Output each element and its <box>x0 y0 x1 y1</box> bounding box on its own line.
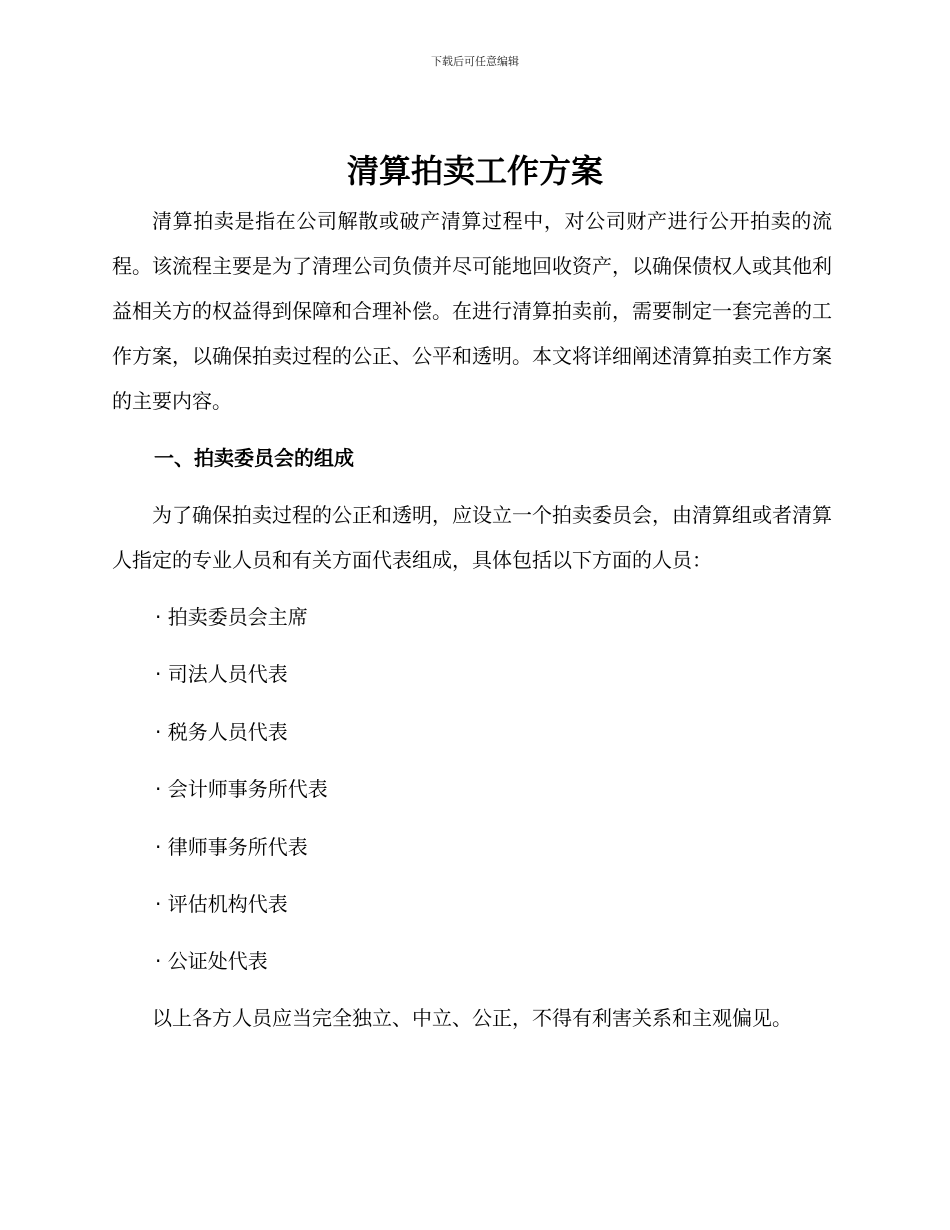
section-paragraph: 为了确保拍卖过程的公正和透明，应设立一个拍卖委员会，由清算组或者清算人指定的专业人员和有关方面代表组成，具体包括以下方面的人员： <box>112 503 832 572</box>
list-item: · 评估机构代表 <box>155 891 288 916</box>
list-item: · 律师事务所代表 <box>155 834 308 859</box>
section-heading: 一、拍卖委员会的组成 <box>154 446 354 470</box>
committee-members-list <box>112 595 832 984</box>
document-title: 清算拍卖工作方案 <box>346 152 603 190</box>
list-item: · 拍卖委员会主席 <box>155 605 308 629</box>
intro-paragraph: 清算拍卖是指在公司解散或破产清算过程中，对公司财产进行公开拍卖的流程。该流程主要是为了清理公司负债并尽可能地回收资产，以确保债权人或其他利益相关方的权益得到保障和合理补偿。在进行清算拍卖前，需要制定一套完善的工作方案，以确保拍卖过程的公正、公平和透明。本文将详细阐述清算拍卖工作方案的主要内容。 <box>112 209 832 413</box>
document-body <box>112 199 832 1041</box>
page-header: 下载后可任意编辑 <box>431 55 519 68</box>
list-item: · 会计师事务所代表 <box>155 777 328 802</box>
list-item: · 司法人员代表 <box>155 662 288 687</box>
list-item: · 税务人员代表 <box>155 719 288 744</box>
list-item: · 公证处代表 <box>155 949 268 974</box>
closing-paragraph: 以上各方人员应当完全独立、中立、公正，不得有利害关系和主观偏见。 <box>152 1006 792 1031</box>
